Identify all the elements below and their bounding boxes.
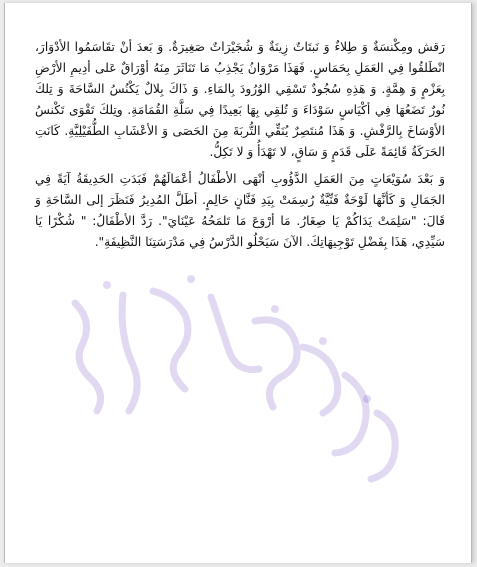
paragraph: رَقش ومِكْنسَةٌ وَ طِلاءٌ وَ نَبتَاتٌ زِينَةٌ وَ شُجَيْرَاتٌ صَغِيرَةٌ. وَ بَعدَ أنْ تقَاسَمُوا الأدْوَارَ، انْطَلقُوا فِي العَمَلِ بِحَمَاسٍ. فَهَذَا مَرْوَانُ يَجْذِبُ مَا تَنَاثَرَ مِنَهُ أوْرَاقٌ عَلى أدِيمِ الأرْضِ بِعَزْمٍ وَ هِمَّةٍ. وَ هَذِهِ سُجُودٌ تَسْقِي الوُرُودَ بِالمَاءِ. وَ ذَاكَ بِلالٌ يَكْنُسُ السَّاحَةَ وَ تِلكَ نُورٌ تَضَعُهَا فِي أكْيَاسٍ سَوْدَاءَ وَ تُلقِي بِهَا بَعِيدًا فِي سَلَّةِ القُمَامَةِ. وتِلكَ تَقْوَى تَكْنسُ الأوْسَاخَ بِالرَّفْشِ. وَ هَذَا مُنتَصِرٌ يُنَقِّي التُّربَةَ مِنَ الحَصَى وَ الأعْشَابِ الطُّفَيْلِيَّةِ. كَانَتِ الحَرَكَةُ قَائِمَةً عَلَى قَدَمٍ وَ سَاقٍ، لا تَهْدَأُ وَ لا تَكِلُّ. [35,40,445,159]
document-body [35,37,445,259]
document-page [4,3,472,563]
paragraph: وَ بَعْدَ سُوَيْعَاتٍ مِنَ العَمَلِ الدَّؤُوبِ أنْهَى الأطْفَالُ أعْمَالَهُمْ فَبَدَتِ الحَدِيقَةُ آيَةً فِي الجَمَالِ وَ كَأنَّهَا لَوْحَةٌ فَنِّيَّةٌ رُسِمَتْ بِيَدِ فَنَّانٍ حَالِمٍ. أطَلَّ المُدِيرُ فَنَظَرَ إلى السَّاحَةِ وَ قَالَ: "سَلِمَتْ يَدَاكُمْ يَا صِغَارُ. مَا أرْوَعَ مَا تَلمَحُهُ عَيْنَايَ". رَدَّ الأطْفَالُ: " شُكْرًا يَا سَيِّدِي، هَذَا بِفَضْلِ تَوْجِيهَاتِكَ. الآنَ سَيَحْلُو الدَّرْسُ فِي مَدْرَسَتِنَا النَّظِيفَةِ". [35,172,445,249]
